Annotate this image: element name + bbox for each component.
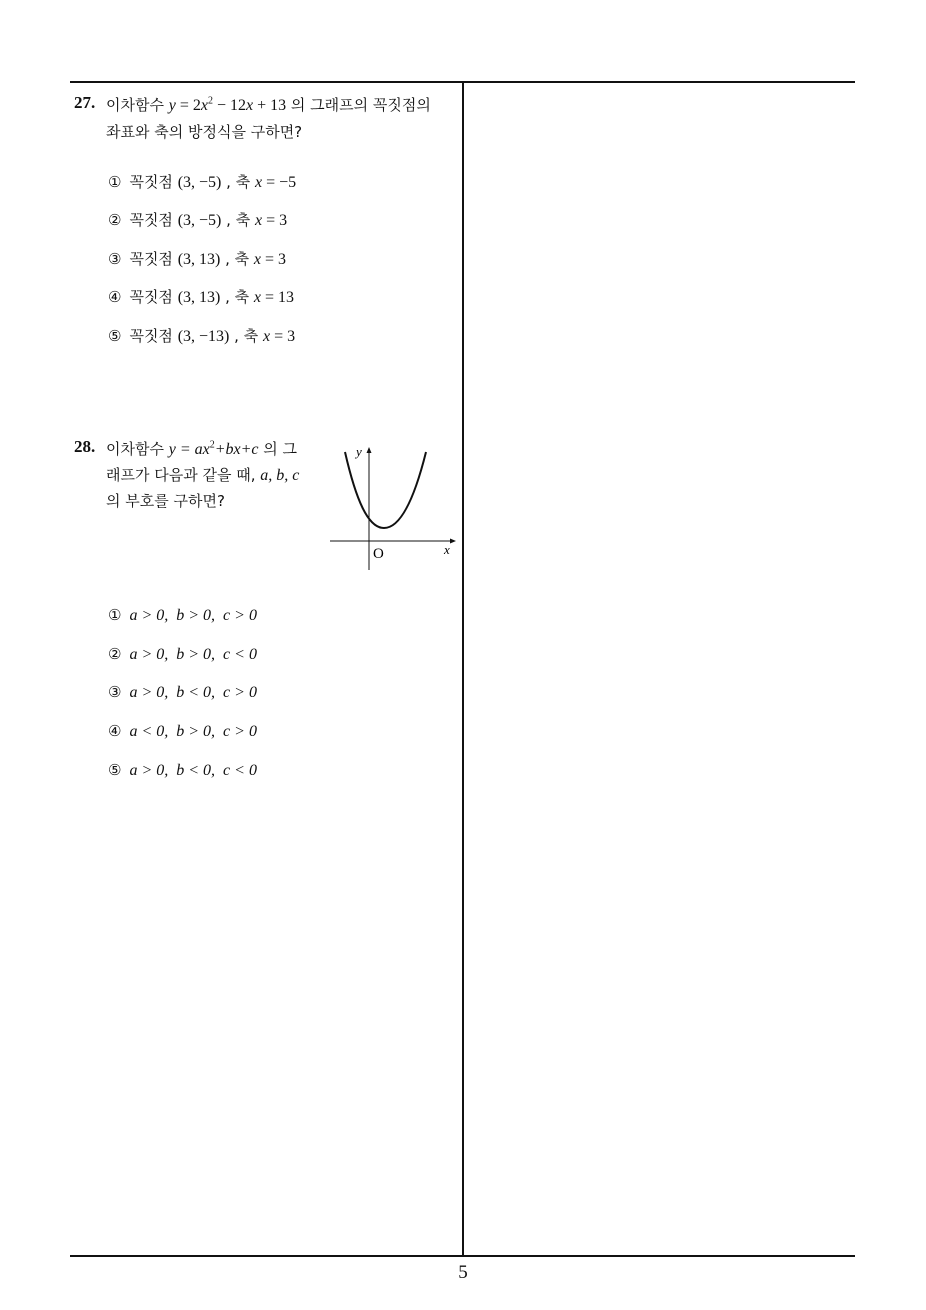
problem-28-choice-5[interactable]: ⑤ a > 0, b < 0, c < 0 bbox=[108, 761, 257, 779]
problem-28-line-3: 의 부호를 구하면? bbox=[106, 492, 225, 510]
y-axis-label: y bbox=[356, 444, 362, 459]
bottom-rule bbox=[70, 1255, 855, 1257]
problem-28-equation: $y = ax^2+bx+c$ bbox=[168, 439, 259, 458]
problem-27-text-a: 이차함수 bbox=[106, 96, 169, 114]
problem-28-number: 28. bbox=[74, 437, 96, 456]
problem-27-choice-4[interactable]: ④ 꼭짓점 (3, 13) , 축 x = 13 bbox=[108, 288, 295, 306]
page-number: 5 bbox=[458, 1262, 468, 1283]
parabola-curve bbox=[345, 452, 426, 528]
x-axis-label: x bbox=[444, 542, 450, 557]
problem-27-choice-1[interactable]: ① 꼭짓점 (3, −5) , 축 x = −5 bbox=[108, 173, 297, 191]
problem-27-choice-3[interactable]: ③ 꼭짓점 (3, 13) , 축 x = 3 bbox=[108, 250, 287, 268]
problem-27-number: 27. bbox=[74, 93, 96, 112]
problem-28-choice-2[interactable]: ② a > 0, b > 0, c < 0 bbox=[108, 645, 257, 663]
problem-27-equation: $y = 2x^2 - 12x + 13$ bbox=[168, 95, 287, 114]
problem-28-choice-3[interactable]: ③ a > 0, b < 0, c > 0 bbox=[108, 683, 257, 701]
problem-27-choice-5[interactable]: ⑤ 꼭짓점 (3, −13) , 축 x = 3 bbox=[108, 327, 296, 345]
problem-27-line-1 bbox=[106, 94, 431, 115]
problem-28-line-1: 이차함수 $y = ax^2+bx+c$ 의 그 bbox=[106, 439, 298, 458]
y-axis-arrow bbox=[367, 447, 372, 453]
problem-27-choice-2[interactable]: ② 꼭짓점 (3, −5) , 축 x = 3 bbox=[108, 211, 288, 229]
x-axis-arrow bbox=[450, 539, 456, 544]
column-divider bbox=[462, 81, 464, 1257]
problem-27-line-2: 좌표와 축의 방정식을 구하면? bbox=[106, 123, 303, 141]
parabola-graph bbox=[328, 440, 458, 575]
origin-label: O bbox=[373, 546, 384, 562]
problem-28-choice-1[interactable]: ① a > 0, b > 0, c > 0 bbox=[108, 606, 257, 624]
problem-28-choice-4[interactable]: ④ a < 0, b > 0, c > 0 bbox=[108, 722, 257, 740]
problem-27-text-b: 의 그래프의 꼭짓점의 bbox=[286, 96, 431, 114]
problem-28-line-2: 래프가 다음과 같을 때, a, b, c bbox=[106, 466, 300, 484]
